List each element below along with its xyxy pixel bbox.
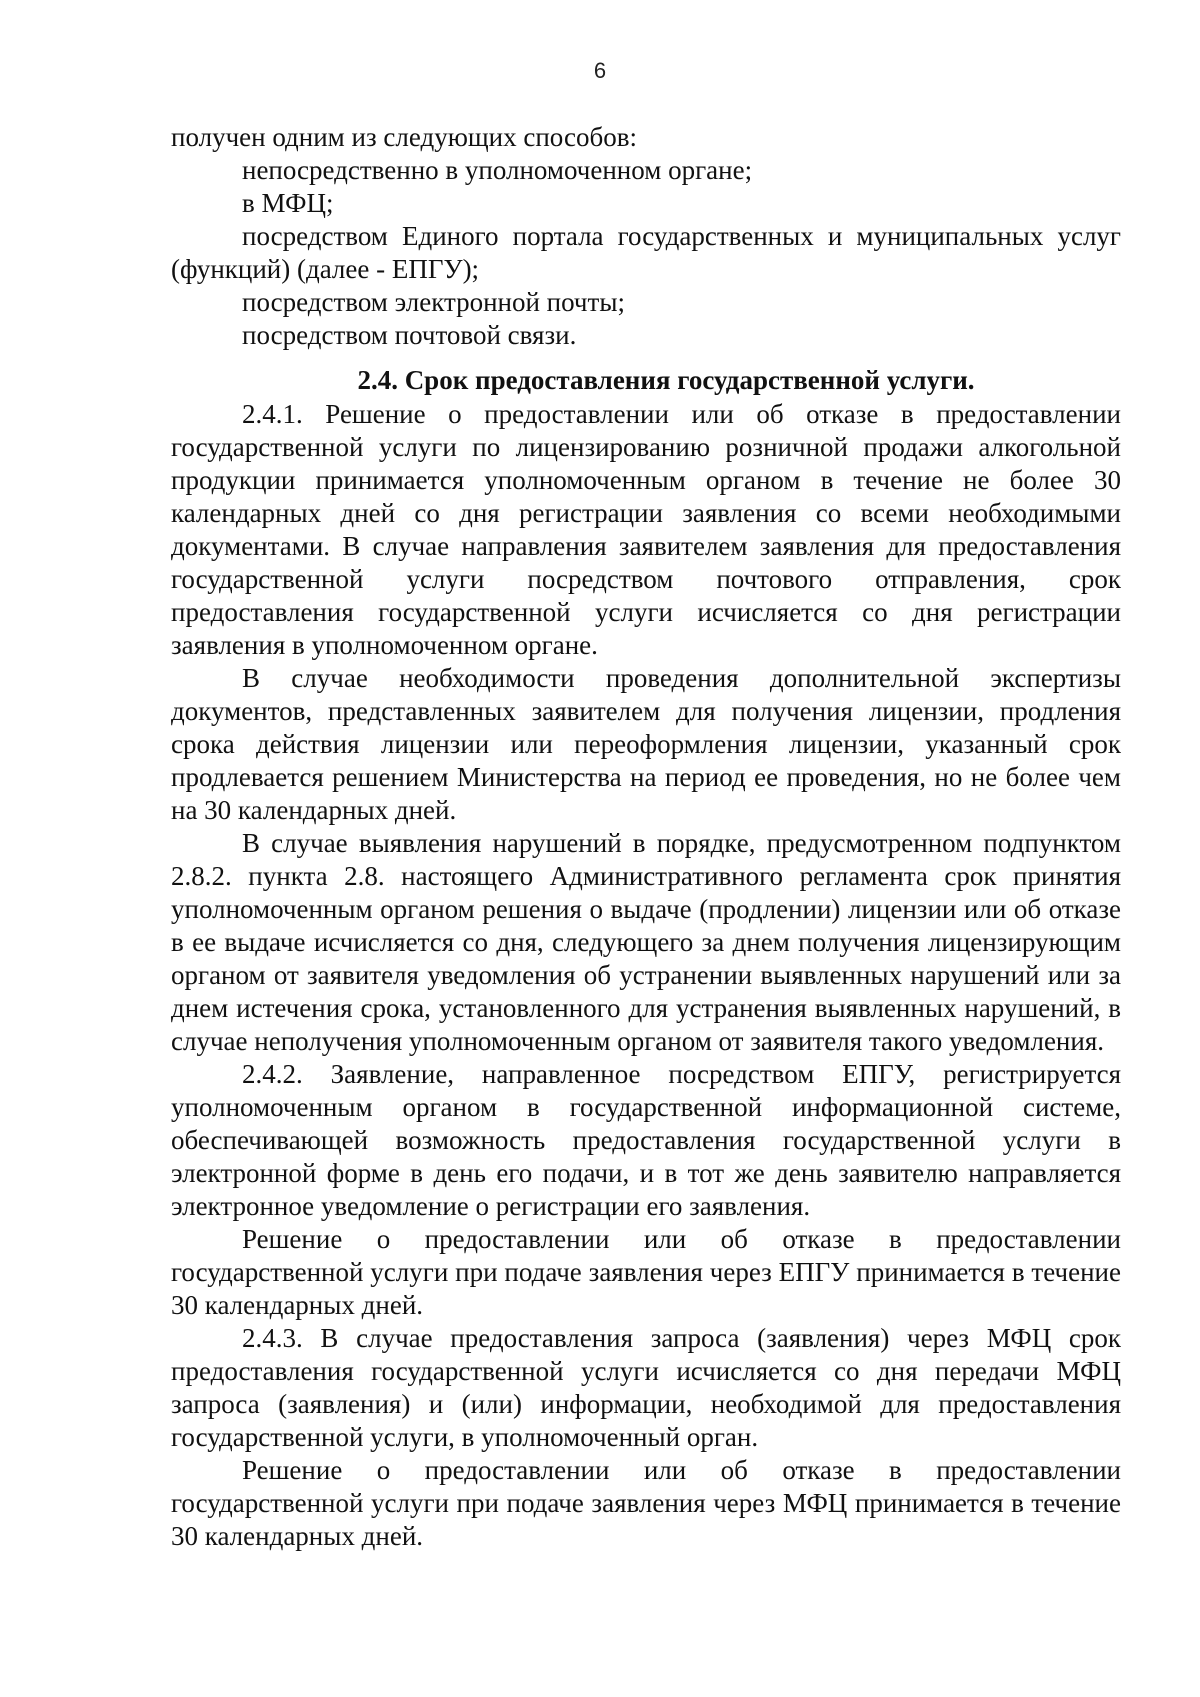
method-item: посредством почтовой связи.	[242, 320, 577, 350]
section-heading: 2.4. Срок предоставления государственной услуги.	[357, 365, 975, 395]
section-paragraph: В случае необходимости проведения дополнительной экспертизы документов, представленных заявителем для получения лицензии, продления срока действия лицензии или переоформления лицензии, указанный срок продлевается решением Министерства на период ее проведения, но не более чем на 30 календарных дней.	[171, 663, 1121, 825]
section-paragraph: В случае выявления нарушений в порядке, предусмотренном подпунктом 2.8.2. пункта 2.8. настоящего Административного регламента срок принятия уполномоченным органом решения о выдаче (продлении) лицензии или об отказе в ее выдаче исчисляется со дня, следующего за днем получения лицензирующим органом от заявителя уведомления об устранении выявленных нарушений или за днем истечения срока, установленного для устранения выявленных нарушений, в случае неполучения уполномоченным органом от заявителя такого уведомления.	[171, 828, 1121, 1056]
section-paragraph: 2.4.3. В случае предоставления запроса (заявления) через МФЦ срок предоставления государственной услуги исчисляется со дня передачи МФЦ запроса (заявления) и (или) информации, необходимой для предоставления государственной услуги, в уполномоченный орган.	[171, 1323, 1121, 1452]
method-item: посредством Единого портала государственных и муниципальных услуг (функций) (далее - ЕПГУ);	[171, 221, 1121, 284]
method-item: непосредственно в уполномоченном органе;	[242, 155, 753, 185]
intro-lead: получен одним из следующих способов:	[171, 122, 637, 152]
section-paragraph: Решение о предоставлении или об отказе в предоставлении государственной услуги при подаче заявления через МФЦ принимается в течение 30 календарных дней.	[171, 1455, 1121, 1551]
page-number: 6	[593, 58, 607, 83]
method-item: в МФЦ;	[242, 188, 334, 218]
section-paragraph: 2.4.1. Решение о предоставлении или об отказе в предоставлении государственной услуги по лицензированию розничной продажи алкогольной продукции принимается уполномоченным органом в течение не более 30 календарных дней со дня регистрации заявления со всеми необходимыми документами. В случае направления заявителем заявления для предоставления государственной услуги посредством почтового отправления, срок предоставления государственной услуги исчисляется со дня регистрации заявления в уполномоченном органе.	[171, 399, 1121, 660]
page-content	[171, 121, 1121, 1553]
section-paragraph: 2.4.2. Заявление, направленное посредством ЕПГУ, регистрируется уполномоченным органом в государственной информационной системе, обеспечивающей возможность предоставления государственной услуги в электронной форме в день его подачи, и в тот же день заявителю направляется электронное уведомление о регистрации его заявления.	[171, 1059, 1121, 1221]
section-paragraph: Решение о предоставлении или об отказе в предоставлении государственной услуги при подаче заявления через ЕПГУ принимается в течение 30 календарных дней.	[171, 1224, 1121, 1320]
method-item: посредством электронной почты;	[242, 287, 625, 317]
